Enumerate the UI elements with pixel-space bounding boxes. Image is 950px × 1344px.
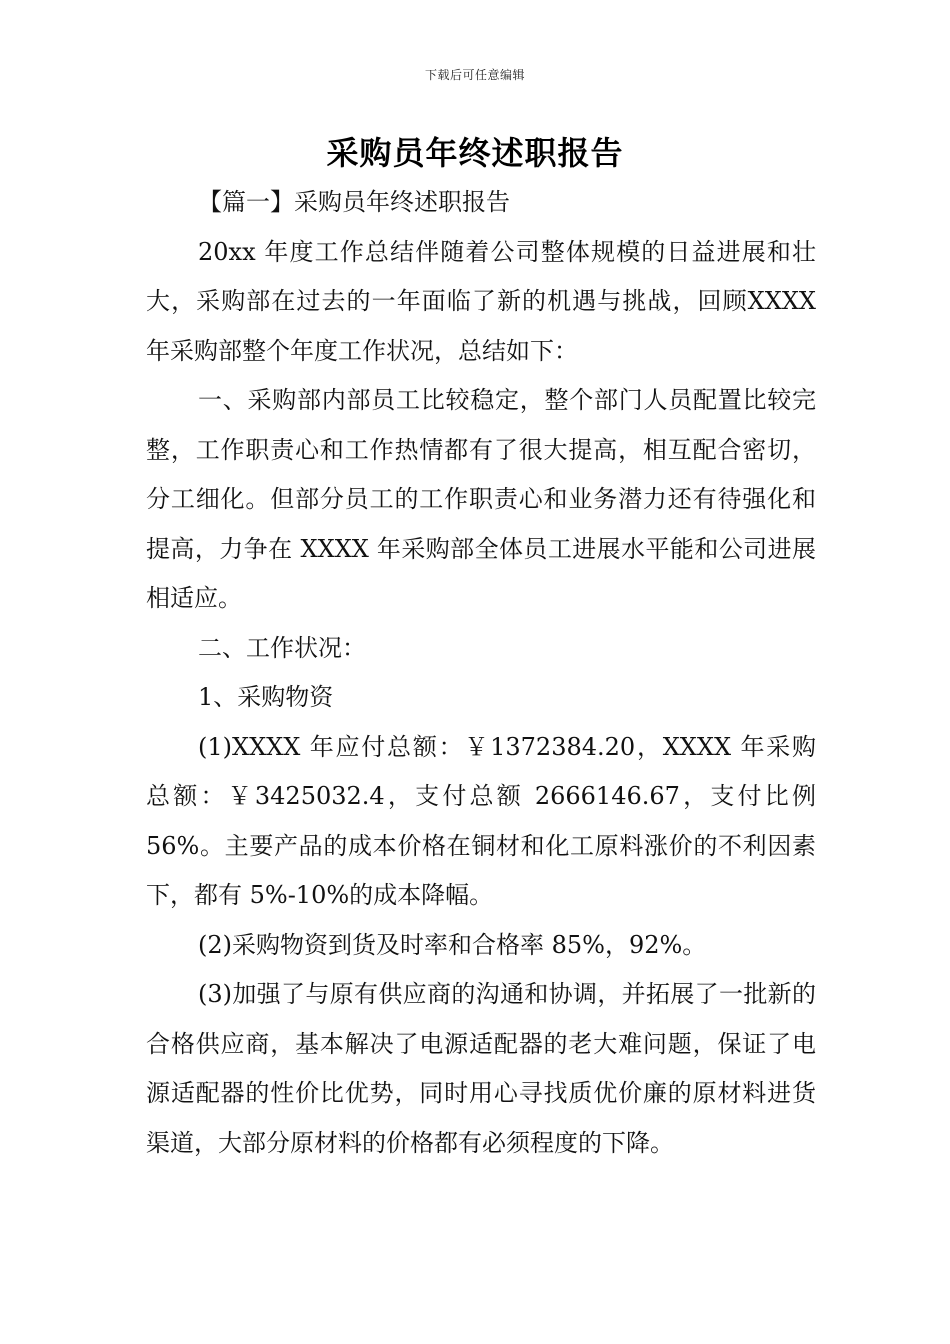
header-note: 下载后可任意编辑 (424, 68, 525, 82)
paragraph-item-3: (3)加强了与原有供应商的沟通和协调，并拓展了一批新的合格供应商，基本解决了电源适配器的老大难问题，保证了电源适配器的性价比优势，同时用心寻找质优价廉的原材料进货渠道，大部分原材料的价格都有必须程度的下降。 (146, 980, 816, 1157)
document-body (146, 178, 816, 1168)
paragraph-item-1: (1)XXXX 年应付总额：￥1372384.20，XXXX 年采购总额：￥3425032.4，支付总额 2666146.67，支付比例 56%。主要产品的成本价格在铜材和化工原料涨价的不利因素下，都有 5%-10%的成本降幅。 (146, 732, 816, 909)
paragraph-intro: 20xx 年度工作总结伴随着公司整体规模的日益进展和壮大，采购部在过去的一年面临了新的机遇与挑战，回顾XXXX 年采购部整个年度工作状况，总结如下： (146, 237, 816, 365)
section-heading: 【篇一】采购员年终述职报告 (198, 188, 510, 216)
paragraph-item-2: (2)采购物资到货及时率和合格率 85%，92%。 (198, 930, 707, 959)
document-title: 采购员年终述职报告 (326, 134, 624, 172)
paragraph-work-status: 二、工作状况： (198, 633, 366, 662)
paragraph-procurement: 1、采购物资 (198, 683, 334, 711)
paragraph-staff: 一、采购部内部员工比较稳定，整个部门人员配置比较完整，工作职责心和工作热情都有了很大提高，相互配合密切，分工细化。但部分员工的工作职责心和业务潜力还有待强化和提高，力争在 XXXX 年采购部全体员工进展水平能和公司进展相适应。 (146, 386, 816, 612)
